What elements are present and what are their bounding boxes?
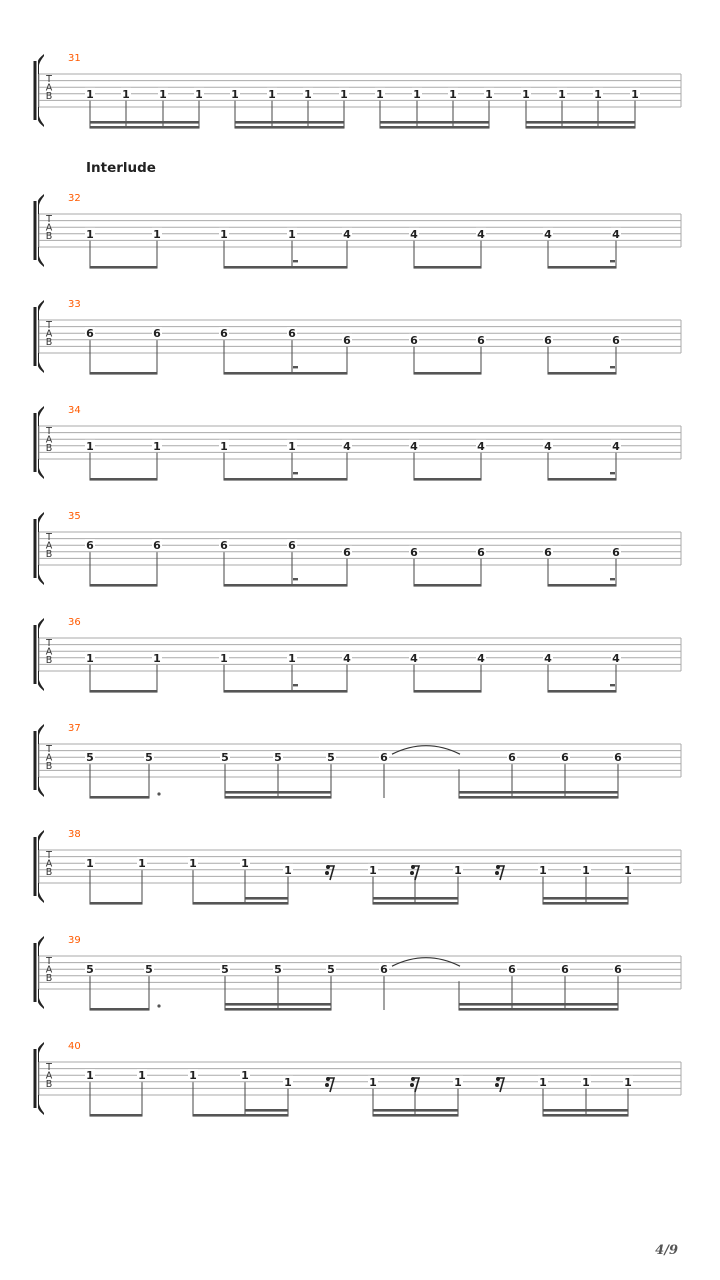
beam-hook [610, 684, 615, 686]
fret-number: 1 [304, 87, 312, 101]
beam [414, 690, 482, 693]
tab-clef-letter: A [45, 540, 53, 552]
tab-clef-letter: T [46, 532, 52, 543]
fret-number: 1 [231, 87, 239, 101]
fret-number: 1 [624, 1075, 632, 1089]
staff-system-40 [35, 1041, 681, 1117]
staff-system-33 [35, 299, 681, 375]
measure-number: 36 [68, 617, 81, 628]
fret-number: 6 [410, 333, 418, 347]
beam [459, 1003, 619, 1006]
beam-hook [293, 684, 298, 686]
beam-hook [610, 472, 615, 474]
fret-number: 6 [561, 751, 569, 765]
tab-clef-letter: A [45, 222, 53, 234]
beam [414, 478, 482, 481]
measure-number: 34 [68, 405, 81, 416]
tab-clef-letter: B [45, 548, 53, 560]
fret-number: 6 [86, 539, 94, 553]
tab-clef-letter: T [46, 850, 52, 861]
tab-clef-letter: A [45, 328, 53, 340]
fret-number: 4 [410, 439, 418, 453]
fret-number: 5 [274, 963, 282, 977]
beam [225, 1008, 332, 1011]
fret-number: 6 [612, 545, 620, 559]
fret-number: 6 [220, 327, 228, 341]
fret-number: 1 [288, 439, 296, 453]
beam [90, 1114, 143, 1117]
fret-number: 5 [86, 751, 94, 765]
measure-number: 32 [68, 193, 81, 204]
beam [225, 1003, 332, 1006]
fret-number: 1 [86, 227, 94, 241]
fret-number: 6 [561, 963, 569, 977]
tie-arc [392, 746, 460, 755]
fret-number: 1 [284, 863, 292, 877]
tab-clef-letter: A [45, 434, 53, 446]
fret-number: 1 [220, 439, 228, 453]
beam [235, 121, 345, 124]
fret-number: 5 [145, 751, 153, 765]
fret-number: 1 [153, 439, 161, 453]
staff-system-37 [35, 723, 681, 799]
rest-flag-dot [496, 1077, 500, 1081]
section-label: Interlude [86, 160, 156, 176]
fret-number: 1 [376, 87, 384, 101]
beam [526, 121, 636, 124]
beam [224, 478, 348, 481]
fret-number: 4 [343, 651, 351, 665]
staff-system-35 [35, 511, 681, 587]
fret-number: 1 [138, 1069, 146, 1083]
fret-number: 1 [288, 651, 296, 665]
fret-number: 1 [594, 87, 602, 101]
beam [224, 690, 348, 693]
rest-flag-dot [495, 1083, 499, 1087]
tab-clef-letter: T [46, 1062, 52, 1073]
fret-number: 1 [631, 87, 639, 101]
beam [414, 584, 482, 587]
fret-number: 1 [220, 651, 228, 665]
rest-flag-dot [325, 871, 329, 875]
fret-number: 4 [477, 651, 485, 665]
beam [414, 266, 482, 269]
measure-number: 38 [68, 829, 81, 840]
fret-number: 4 [612, 439, 620, 453]
fret-number: 6 [614, 751, 622, 765]
beam [245, 1109, 289, 1112]
fret-number: 6 [380, 751, 388, 765]
fret-number: 1 [268, 87, 276, 101]
beam [90, 690, 158, 693]
fret-number: 4 [544, 651, 552, 665]
page-number: 4/9 [655, 1243, 678, 1258]
fret-number: 1 [558, 87, 566, 101]
tab-clef-letter: B [45, 442, 53, 454]
beam [414, 372, 482, 375]
beam [193, 902, 289, 905]
fret-number: 4 [477, 439, 485, 453]
beam [193, 1114, 289, 1117]
fret-number: 6 [343, 545, 351, 559]
fret-number: 6 [477, 333, 485, 347]
measure-number: 35 [68, 511, 81, 522]
fret-number: 1 [539, 863, 547, 877]
fret-number: 6 [508, 751, 516, 765]
beam-hook [610, 260, 615, 262]
fret-number: 1 [369, 863, 377, 877]
measure-number: 31 [68, 53, 81, 64]
beam [90, 902, 143, 905]
fret-number: 6 [544, 545, 552, 559]
fret-number: 1 [86, 1069, 94, 1083]
beam [224, 266, 348, 269]
beam [224, 584, 348, 587]
tab-clef-letter: A [45, 752, 53, 764]
fret-number: 1 [582, 863, 590, 877]
beam [548, 266, 617, 269]
fret-number: 1 [539, 1075, 547, 1089]
tab-clef-letter: B [45, 866, 53, 878]
tab-clef-letter: A [45, 1070, 53, 1082]
tab-clef-letter: A [45, 646, 53, 658]
fret-number: 4 [544, 227, 552, 241]
measure-number: 37 [68, 723, 81, 734]
tab-clef-letter: B [45, 760, 53, 772]
fret-number: 1 [369, 1075, 377, 1089]
fret-number: 1 [413, 87, 421, 101]
beam-hook [610, 578, 615, 580]
beam [224, 372, 348, 375]
beam-hook [293, 578, 298, 580]
staff-system-32 [35, 193, 681, 269]
fret-number: 1 [153, 227, 161, 241]
beam [225, 796, 332, 799]
fret-number: 6 [220, 539, 228, 553]
fret-number: 6 [508, 963, 516, 977]
fret-number: 5 [221, 751, 229, 765]
fret-number: 4 [343, 439, 351, 453]
beam [90, 372, 158, 375]
rest-flag-dot [496, 865, 500, 869]
fret-number: 1 [449, 87, 457, 101]
tab-clef-letter: T [46, 320, 52, 331]
beam [526, 126, 636, 129]
tab-clef-letter: T [46, 74, 52, 85]
fret-number: 4 [410, 227, 418, 241]
fret-number: 6 [612, 333, 620, 347]
tab-clef-letter: B [45, 230, 53, 242]
fret-number: 5 [145, 963, 153, 977]
fret-number: 4 [477, 227, 485, 241]
tab-clef-letter: B [45, 654, 53, 666]
fret-number: 1 [86, 87, 94, 101]
fret-number: 1 [195, 87, 203, 101]
beam [543, 1109, 629, 1112]
fret-number: 6 [544, 333, 552, 347]
fret-number: 6 [410, 545, 418, 559]
beam [548, 584, 617, 587]
beam [90, 584, 158, 587]
rest-flag-dot [411, 1077, 415, 1081]
beam [90, 126, 200, 129]
tab-clef-letter: A [45, 858, 53, 870]
beam [543, 1114, 629, 1117]
fret-number: 1 [153, 651, 161, 665]
beam [459, 796, 619, 799]
rest-flag-dot [326, 865, 330, 869]
dot [157, 1004, 160, 1007]
tab-clef-letter: T [46, 638, 52, 649]
tab-clef-letter: B [45, 336, 53, 348]
tab-clef-letter: A [45, 964, 53, 976]
fret-number: 5 [327, 963, 335, 977]
fret-number: 4 [612, 227, 620, 241]
beam-hook [293, 366, 298, 368]
fret-number: 4 [612, 651, 620, 665]
measure-number: 33 [68, 299, 81, 310]
fret-number: 5 [274, 751, 282, 765]
fret-number: 5 [86, 963, 94, 977]
fret-number: 1 [241, 857, 249, 871]
fret-number: 1 [138, 857, 146, 871]
beam [90, 1008, 150, 1011]
fret-number: 1 [241, 1069, 249, 1083]
beam-hook [293, 472, 298, 474]
fret-number: 1 [189, 1069, 197, 1083]
beam [548, 372, 617, 375]
beam [235, 126, 345, 129]
fret-number: 1 [582, 1075, 590, 1089]
beam-hook [610, 366, 615, 368]
fret-number: 6 [288, 539, 296, 553]
fret-number: 6 [86, 327, 94, 341]
beam [380, 121, 490, 124]
tab-clef-letter: T [46, 426, 52, 437]
tab-clef-letter: T [46, 214, 52, 225]
fret-number: 1 [86, 857, 94, 871]
dot [157, 792, 160, 795]
tab-clef-letter: B [45, 90, 53, 102]
measure-number: 40 [68, 1041, 81, 1052]
fret-number: 6 [343, 333, 351, 347]
fret-number: 1 [454, 1075, 462, 1089]
tab-clef-letter: A [45, 82, 53, 94]
beam [90, 796, 150, 799]
staff-system-39 [35, 935, 681, 1011]
fret-number: 1 [288, 227, 296, 241]
fret-number: 1 [485, 87, 493, 101]
fret-number: 1 [454, 863, 462, 877]
staff-system-38 [35, 829, 681, 905]
fret-number: 1 [86, 439, 94, 453]
fret-number: 5 [327, 751, 335, 765]
staff-system-36 [35, 617, 681, 693]
fret-number: 6 [380, 963, 388, 977]
rest-flag-dot [326, 1077, 330, 1081]
tie-arc [392, 958, 460, 967]
tab-clef-letter: T [46, 956, 52, 967]
beam [543, 902, 629, 905]
beam [459, 1008, 619, 1011]
beam [245, 897, 289, 900]
rest-flag-dot [325, 1083, 329, 1087]
fret-number: 1 [284, 1075, 292, 1089]
rest-flag-dot [410, 1083, 414, 1087]
beam-hook [293, 260, 298, 262]
beam [90, 266, 158, 269]
fret-number: 6 [153, 327, 161, 341]
fret-number: 5 [221, 963, 229, 977]
fret-number: 6 [614, 963, 622, 977]
fret-number: 4 [343, 227, 351, 241]
fret-number: 1 [522, 87, 530, 101]
fret-number: 4 [544, 439, 552, 453]
rest-flag-dot [410, 871, 414, 875]
rest-flag-dot [411, 865, 415, 869]
fret-number: 6 [477, 545, 485, 559]
fret-number: 1 [159, 87, 167, 101]
measure-number: 39 [68, 935, 81, 946]
beam [548, 690, 617, 693]
beam [225, 791, 332, 794]
fret-number: 1 [122, 87, 130, 101]
fret-number: 1 [220, 227, 228, 241]
tab-clef-letter: T [46, 744, 52, 755]
beam [90, 478, 158, 481]
beam [548, 478, 617, 481]
beam [380, 126, 490, 129]
staff-system-31 [35, 53, 681, 129]
fret-number: 4 [410, 651, 418, 665]
rest-flag-dot [495, 871, 499, 875]
fret-number: 1 [189, 857, 197, 871]
staff-system-34 [35, 405, 681, 481]
tab-clef-letter: B [45, 1078, 53, 1090]
fret-number: 1 [624, 863, 632, 877]
beam [459, 791, 619, 794]
fret-number: 6 [153, 539, 161, 553]
tab-clef-letter: B [45, 972, 53, 984]
beam [543, 897, 629, 900]
fret-number: 6 [288, 327, 296, 341]
fret-number: 1 [340, 87, 348, 101]
beam [90, 121, 200, 124]
fret-number: 1 [86, 651, 94, 665]
